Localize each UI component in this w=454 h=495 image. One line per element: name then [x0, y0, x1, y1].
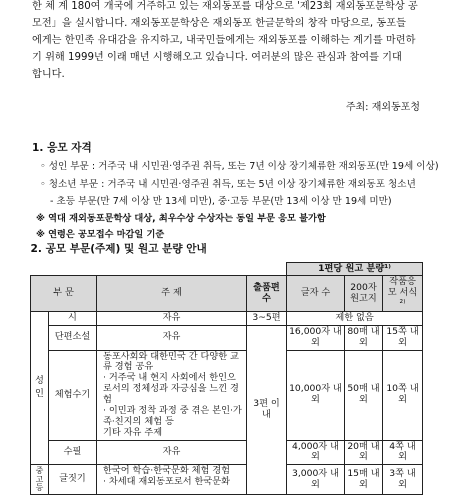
row-youth-theme: 한국어 학습·한국문화 체험 경험 · 차세대 재외동포로서 한국문화 — [97, 465, 247, 495]
intro-line-3: 에게는 한민족 유대감을 유지하고, 내국민들에게는 재외동포를 이해하는 계기를 마련하 — [32, 35, 416, 46]
table-row — [31, 311, 423, 325]
row-poem-count: 3~5편 — [247, 311, 287, 325]
group-adult: 성인 — [31, 311, 49, 464]
row-poem-name: 시 — [49, 311, 97, 325]
intro-line-4: 기 위해 1999년 이래 매년 시행해오고 있습니다. 여러분의 많은 관심과 참여를 기대 — [32, 52, 402, 63]
col-pageswork: 작품응모 서식²⁾ — [383, 276, 423, 312]
row-memoir-pageswork: 10쪽 내외 — [383, 350, 423, 440]
row-shared-count: 3편 이내 — [247, 325, 287, 494]
row-memoir-pages200: 50매 내외 — [345, 350, 383, 440]
eligibility-youth: ◦ 청소년 부문 : 거주국 내 시민권·영주권 취득, 또는 5년 이상 장기체류한 재외동포 청소년 — [40, 179, 416, 190]
row-short-pageswork: 15쪽 내외 — [383, 325, 423, 350]
row-essay-name: 수필 — [49, 440, 97, 465]
row-youth-chars: 3,000자 내외 — [287, 465, 345, 495]
row-essay-chars: 4,000자 내외 — [287, 440, 345, 465]
group-youth: 중고등 — [31, 465, 49, 495]
row-memoir-name: 체험수기 — [49, 350, 97, 440]
row-essay-pages200: 20매 내외 — [345, 440, 383, 465]
note-age-basis: ※ 연령은 공모접수 마감일 기준 — [36, 229, 165, 240]
section-1-title: 1. 응모 자격 — [32, 142, 92, 154]
eligibility-youth-subdivision: - 초등 부문(만 7세 이상 만 13세 미만), 중·고등 부문(만 13세 이상 만 19세 미만) — [50, 196, 392, 207]
row-poem-limit: 제한 없음 — [287, 311, 423, 325]
table-row — [31, 350, 423, 440]
col-pages200: 200자 원고지 — [345, 276, 383, 312]
section-2-title-row — [31, 243, 423, 262]
row-poem-theme: 자유 — [97, 311, 247, 325]
intro-line-2: 모전」을 실시합니다. 재외동포문학상은 재외동포 한글문학의 창작 마당으로, 동포들 — [32, 18, 406, 29]
row-short-theme: 자유 — [97, 325, 247, 350]
organizer-credit: 주최: 재외동포청 — [345, 102, 420, 113]
row-youth-name: 글짓기 — [49, 465, 97, 495]
row-youth-pageswork: 3쪽 내외 — [383, 465, 423, 495]
col-division: 부 문 — [31, 276, 97, 312]
section-2-title: 2. 공모 부문(주제) 및 원고 분량 안내 — [30, 243, 207, 255]
table-header-top — [31, 262, 423, 276]
row-memoir-theme: 동포사회와 대한민국 간 다양한 교류 경험 공유 · 거주국 내 현지 사회에서 한인으로서의 정체성과 자긍심을 느낀 경험 · 이민과 정착 과정 중 겪은 본인·가족·친지의 체험 등 기타 자유 주제 — [97, 350, 247, 440]
intro-line-1: 한 체 계 180여 개국에 거주하고 있는 재외동포를 대상으로 '제23회 재외동포문학상 공 — [32, 1, 418, 12]
row-short-name: 단편소설 — [49, 325, 97, 350]
col-chars: 글자 수 — [287, 276, 345, 312]
row-essay-pageswork: 4쪽 내외 — [383, 440, 423, 465]
manuscript-length-header: 1편당 원고 분량¹⁾ — [287, 262, 423, 276]
table-row — [31, 440, 423, 465]
submission-table — [30, 243, 423, 495]
table-header — [31, 276, 423, 312]
note-previous-winners: ※ 역대 재외동포문학상 대상, 최우수상 수상자는 동일 부문 응모 불가함 — [36, 213, 326, 224]
row-memoir-chars: 10,000자 내외 — [287, 350, 345, 440]
col-count: 출품편수 — [247, 276, 287, 312]
row-essay-theme: 자유 — [97, 440, 247, 465]
row-youth-pages200: 15매 내외 — [345, 465, 383, 495]
intro-line-5: 합니다. — [32, 69, 65, 80]
table-row — [31, 325, 423, 350]
row-short-pages200: 80매 내외 — [345, 325, 383, 350]
row-short-chars: 16,000자 내외 — [287, 325, 345, 350]
eligibility-adult: ◦ 성인 부문 : 거주국 내 시민권·영주권 취득, 또는 7년 이상 장기체류한 재외동포(만 19세 이상) — [40, 161, 439, 172]
col-theme: 주 제 — [97, 276, 247, 312]
table-row — [31, 465, 423, 495]
